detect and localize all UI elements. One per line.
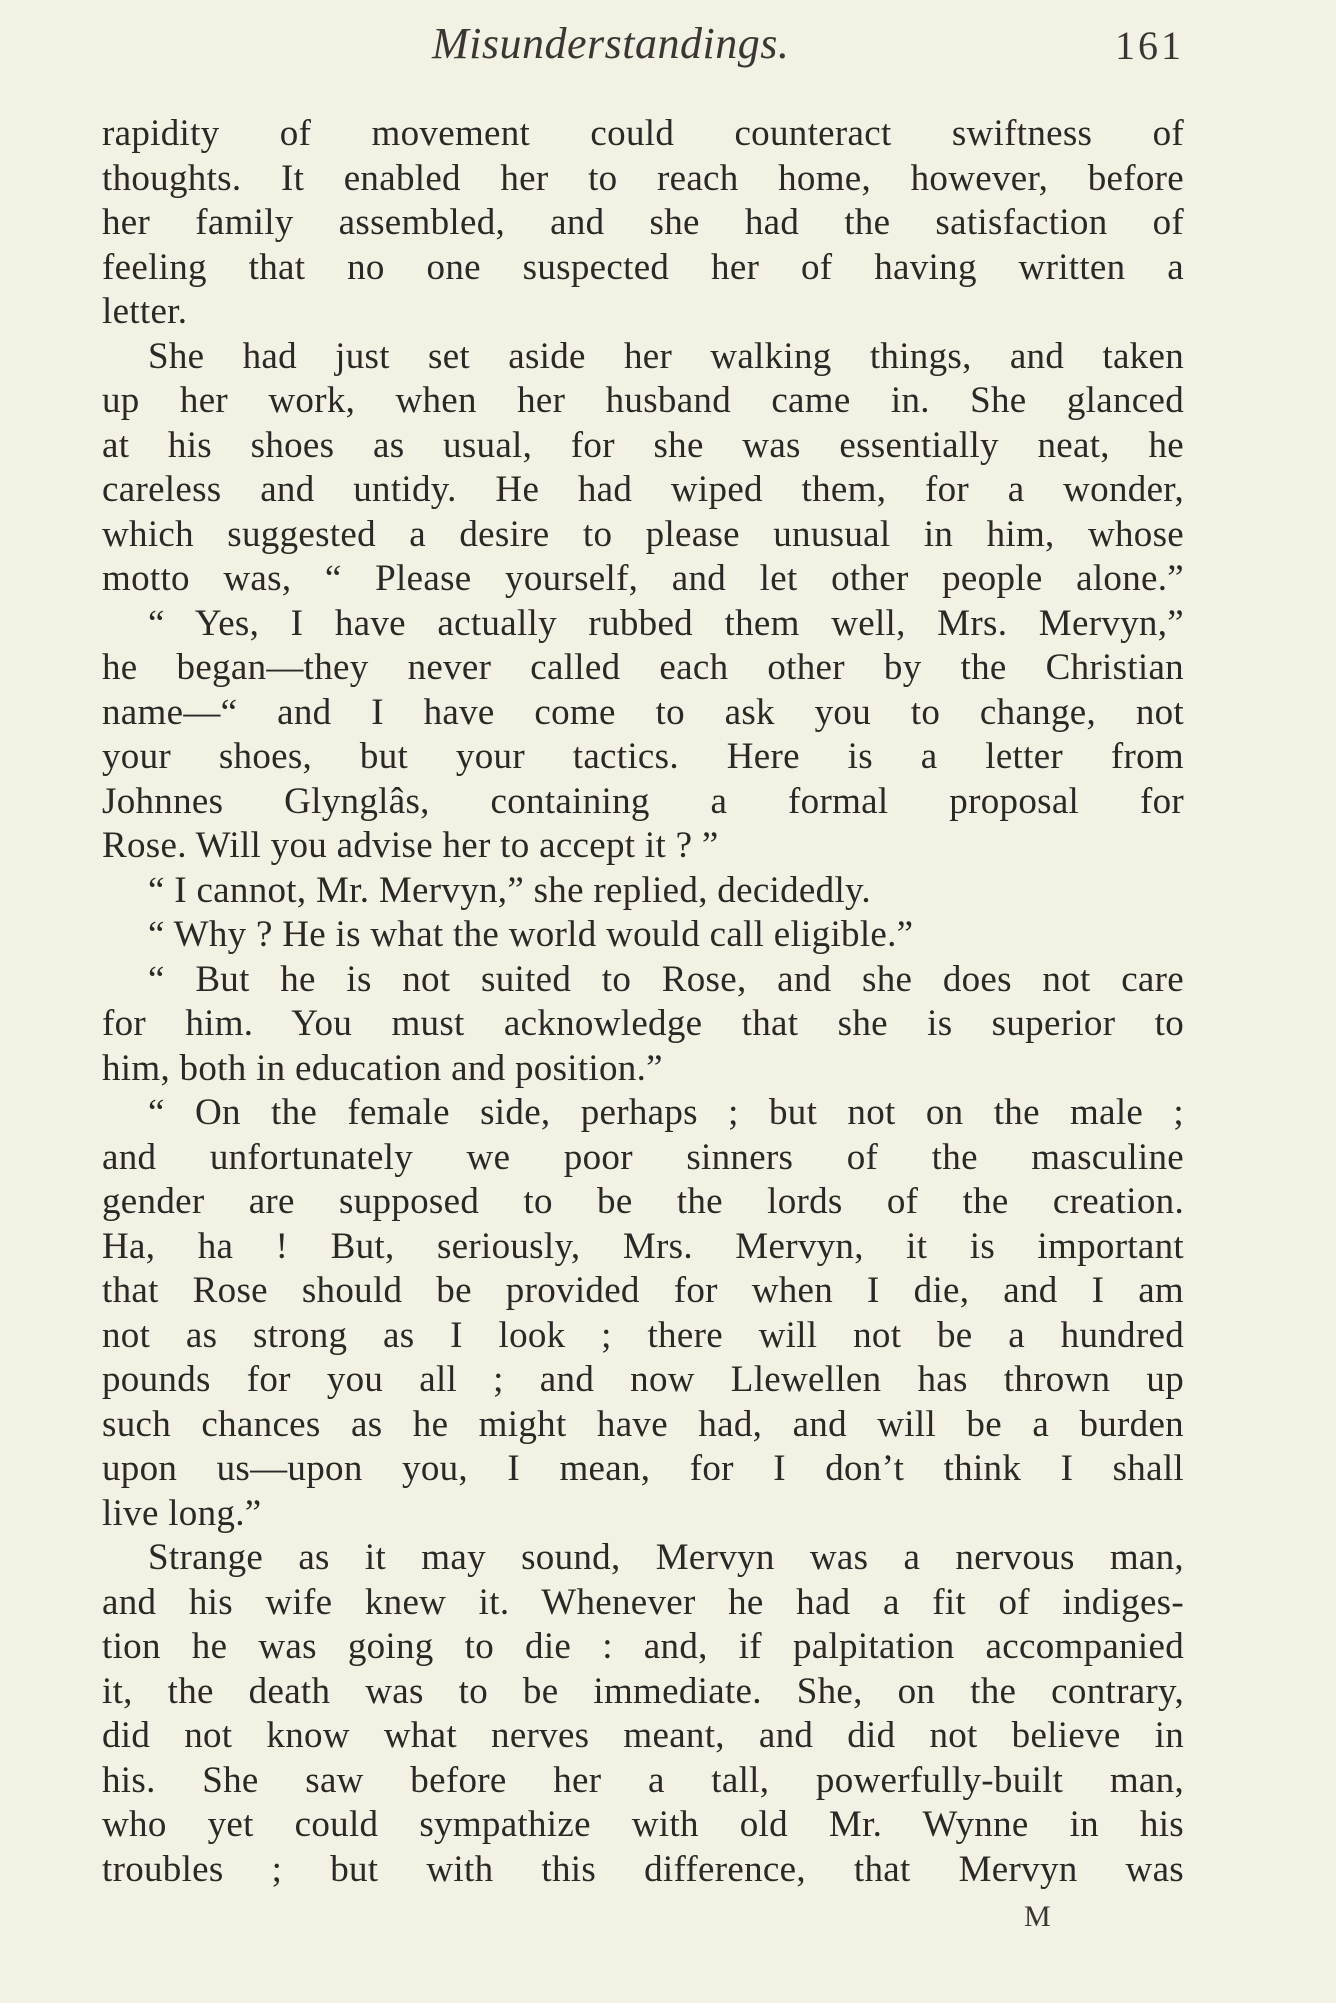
text-line: “ I cannot, Mr. Mervyn,” she replied, decidedly. <box>148 869 871 911</box>
text-line: “ But he is not suited to Rose, and she does not care <box>148 958 1184 1000</box>
text-line: feeling that no one suspected her of having written a <box>102 246 1184 288</box>
text-line: live long.” <box>102 1492 262 1534</box>
text-line: it, the death was to be immediate. She, on the contrary, <box>102 1670 1184 1712</box>
body-text <box>102 112 1184 1892</box>
text-line: your shoes, but your tactics. Here is a letter from <box>102 736 1184 777</box>
text-line: tion he was going to die : and, if palpitation accompanied <box>102 1626 1184 1667</box>
text-line: motto was, “ Please yourself, and let other people alone.” <box>102 558 1184 599</box>
text-line: did not know what nerves meant, and did not believe in <box>102 1715 1184 1756</box>
text-line: She had just set aside her walking things, and taken <box>148 335 1184 377</box>
text-line: him, both in education and position.” <box>102 1047 663 1089</box>
text-line: “ Why ? He is what the world would call eligible.” <box>148 914 914 955</box>
text-line: which suggested a desire to please unusual in him, whose <box>102 513 1184 555</box>
text-line: upon us—upon you, I mean, for I don’t think I shall <box>102 1448 1184 1489</box>
text-line: up her work, when her husband came in. She glanced <box>102 380 1184 421</box>
text-line: such chances as he might have had, and will be a burden <box>102 1403 1184 1445</box>
text-line: he began—they never called each other by the Christian <box>102 647 1184 688</box>
text-line: letter. <box>102 291 188 332</box>
text-line: Johnnes Glynglâs, containing a formal proposal for <box>102 780 1184 822</box>
text-line: Strange as it may sound, Mervyn was a nervous man, <box>148 1537 1184 1578</box>
page-number: 161 <box>1115 23 1184 68</box>
text-line: that Rose should be provided for when I die, and I am <box>102 1270 1184 1311</box>
text-line: not as strong as I look ; there will not be a hundred <box>102 1314 1184 1356</box>
text-line: rapidity of movement could counteract swiftness of <box>102 113 1184 154</box>
running-head <box>0 18 1336 78</box>
text-line: “ Yes, I have actually rubbed them well, Mrs. Mervyn,” <box>148 602 1184 644</box>
text-line: Ha, ha ! But, seriously, Mrs. Mervyn, it is important <box>102 1225 1184 1267</box>
text-line: name—“ and I have come to ask you to change, not <box>102 691 1184 733</box>
text-line: careless and untidy. He had wiped them, for a wonder, <box>102 469 1184 510</box>
text-line: “ On the female side, perhaps ; but not on the male ; <box>148 1092 1184 1133</box>
text-line: at his shoes as usual, for she was essentially neat, he <box>102 424 1184 466</box>
running-title: Misunderstandings. <box>432 19 790 68</box>
text-line: troubles ; but with this difference, that Mervyn was <box>102 1848 1184 1890</box>
text-line: Rose. Will you advise her to accept it ? ” <box>102 825 719 866</box>
text-line: pounds for you all ; and now Llewellen has thrown up <box>102 1359 1184 1400</box>
text-line: his. She saw before her a tall, powerfully-built man, <box>102 1759 1184 1801</box>
text-line: who yet could sympathize with old Mr. Wynne in his <box>102 1804 1184 1845</box>
text-line: for him. You must acknowledge that she is superior to <box>102 1003 1184 1044</box>
signature-mark: M <box>1024 1900 1051 1933</box>
text-line: thoughts. It enabled her to reach home, however, before <box>102 157 1184 199</box>
text-line: her family assembled, and she had the satisfaction of <box>102 202 1184 243</box>
text-line: gender are supposed to be the lords of the creation. <box>102 1181 1184 1222</box>
text-line: and unfortunately we poor sinners of the masculine <box>102 1136 1184 1178</box>
text-line: and his wife knew it. Whenever he had a fit of indiges- <box>102 1581 1184 1623</box>
